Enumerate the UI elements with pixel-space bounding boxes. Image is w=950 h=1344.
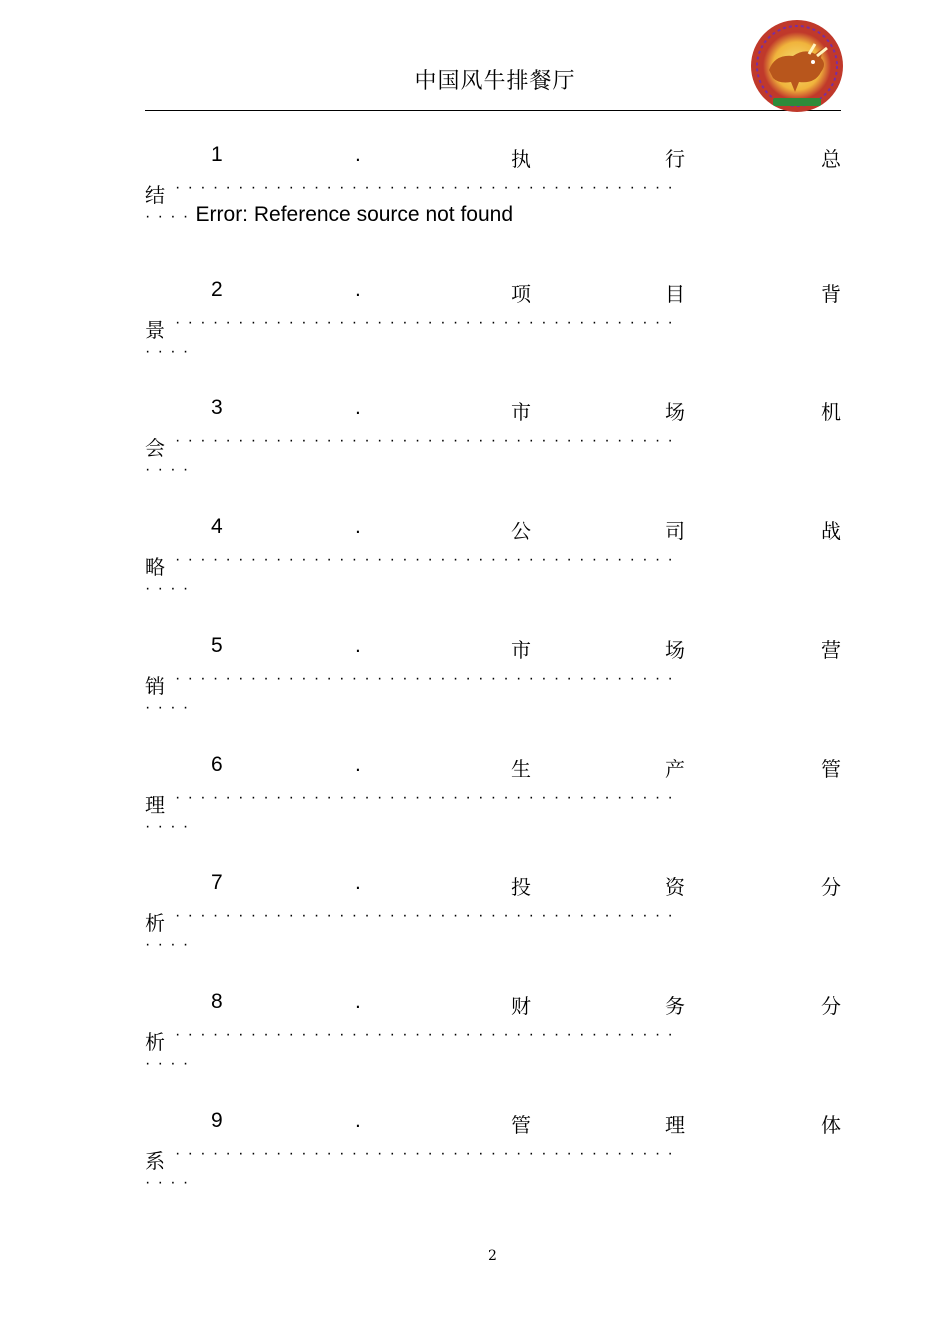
toc-char: 目	[665, 282, 685, 306]
toc-char: 分	[821, 994, 841, 1018]
toc-number: 1	[211, 143, 223, 166]
toc-char: 析	[145, 1030, 165, 1052]
toc-char: 营	[821, 638, 841, 662]
toc-leader-row	[145, 179, 841, 205]
toc-char: 分	[821, 875, 841, 899]
toc-char: 场	[665, 638, 685, 662]
toc-page-row	[145, 575, 196, 599]
toc-number: 6	[211, 753, 223, 776]
toc-dot: .	[355, 990, 361, 1013]
toc-leader-dots: ········································	[175, 179, 681, 196]
toc-char: 生	[511, 757, 531, 781]
toc-dot: .	[355, 871, 361, 894]
toc-number: 7	[211, 871, 223, 894]
bull-logo-icon	[749, 18, 845, 114]
toc-page-row	[145, 1050, 196, 1074]
toc-entry-4[interactable]	[145, 515, 841, 625]
toc-tail-dots: ····	[145, 208, 196, 225]
toc-tail-dots: ····	[145, 580, 196, 597]
toc-number: 4	[211, 515, 223, 538]
toc-char: 结	[145, 183, 165, 205]
toc-leader-row	[145, 670, 841, 696]
toc-entry-2[interactable]	[145, 278, 841, 388]
toc-char: 公	[511, 519, 531, 543]
toc-leader-dots: ········································	[175, 1026, 681, 1043]
toc-entry-8[interactable]	[145, 990, 841, 1100]
toc-entry-9[interactable]	[145, 1109, 841, 1219]
toc-char: 理	[145, 793, 165, 815]
toc-leader-row	[145, 551, 841, 577]
toc-char: 资	[665, 875, 685, 899]
toc-char: 战	[821, 519, 841, 543]
toc-page-row	[145, 456, 196, 480]
toc-leader-row	[145, 1145, 841, 1171]
toc-char: 体	[821, 1113, 841, 1137]
toc-char: 项	[511, 282, 531, 306]
toc-leader-row	[145, 314, 841, 340]
toc-char: 司	[665, 519, 685, 543]
toc-heading-row	[145, 396, 841, 426]
toc-error-text: Error: Reference source not found	[195, 203, 514, 226]
toc-number: 8	[211, 990, 223, 1013]
toc-char: 行	[665, 147, 685, 171]
toc-dot: .	[355, 143, 361, 166]
toc-leader-row	[145, 432, 841, 458]
toc-char: 财	[511, 994, 531, 1018]
toc-char: 执	[511, 147, 531, 171]
toc-leader-dots: ········································	[175, 314, 681, 331]
toc-char: 会	[145, 436, 165, 458]
toc-number: 3	[211, 396, 223, 419]
toc-heading-row	[145, 990, 841, 1020]
toc-heading-row	[145, 515, 841, 545]
toc-char: 产	[665, 757, 685, 781]
toc-leader-dots: ········································	[175, 551, 681, 568]
toc-dot: .	[355, 1109, 361, 1132]
toc-leader-row	[145, 789, 841, 815]
toc-char: 略	[145, 555, 165, 577]
toc-dot: .	[355, 515, 361, 538]
toc-leader-dots: ········································	[175, 670, 681, 687]
toc-leader-dots: ········································	[175, 1145, 681, 1162]
toc-char: 析	[145, 911, 165, 933]
toc-char: 机	[821, 400, 841, 424]
toc-dot: .	[355, 634, 361, 657]
toc-heading-row	[145, 634, 841, 664]
toc-leader-dots: ········································	[175, 789, 681, 806]
toc-leader-dots: ········································	[175, 432, 681, 449]
toc-char: 理	[665, 1113, 685, 1137]
page-number: 2	[488, 1248, 497, 1264]
toc-number: 9	[211, 1109, 223, 1132]
toc-char: 管	[821, 757, 841, 781]
toc-page-row	[145, 1169, 196, 1193]
toc-dot: .	[355, 753, 361, 776]
toc-heading-row	[145, 143, 841, 173]
toc-heading-row	[145, 1109, 841, 1139]
header-rule	[145, 110, 841, 111]
toc-char: 市	[511, 400, 531, 424]
header-title: 中国风牛排餐厅	[414, 69, 576, 94]
toc-tail-dots: ····	[145, 343, 196, 360]
toc-page-row	[145, 203, 513, 227]
toc-page-row	[145, 338, 196, 362]
toc-entry-1[interactable]	[145, 143, 841, 253]
toc-heading-row	[145, 753, 841, 783]
toc-entry-5[interactable]	[145, 634, 841, 744]
toc-entry-3[interactable]	[145, 396, 841, 506]
toc-char: 务	[665, 994, 685, 1018]
toc-char: 市	[511, 638, 531, 662]
toc-char: 背	[821, 282, 841, 306]
toc-heading-row	[145, 871, 841, 901]
toc-number: 2	[211, 278, 223, 301]
toc-tail-dots: ····	[145, 1174, 196, 1191]
toc-char: 场	[665, 400, 685, 424]
toc-char: 管	[511, 1113, 531, 1137]
toc-tail-dots: ····	[145, 461, 196, 478]
toc-char: 投	[511, 875, 531, 899]
toc-page-row	[145, 931, 196, 955]
toc-leader-dots: ········································	[175, 907, 681, 924]
toc-char: 系	[145, 1149, 165, 1171]
toc-entry-7[interactable]	[145, 871, 841, 981]
toc-tail-dots: ····	[145, 699, 196, 716]
toc-entry-6[interactable]	[145, 753, 841, 863]
toc-char: 销	[145, 674, 165, 696]
toc-char: 景	[145, 318, 165, 340]
toc-page-row	[145, 813, 196, 837]
toc-number: 5	[211, 634, 223, 657]
toc-tail-dots: ····	[145, 1055, 196, 1072]
toc-leader-row	[145, 1026, 841, 1052]
toc-tail-dots: ····	[145, 936, 196, 953]
toc-dot: .	[355, 278, 361, 301]
toc-tail-dots: ····	[145, 818, 196, 835]
toc-char: 总	[821, 147, 841, 171]
toc-heading-row	[145, 278, 841, 308]
toc-dot: .	[355, 396, 361, 419]
toc-leader-row	[145, 907, 841, 933]
toc-page-row	[145, 694, 196, 718]
